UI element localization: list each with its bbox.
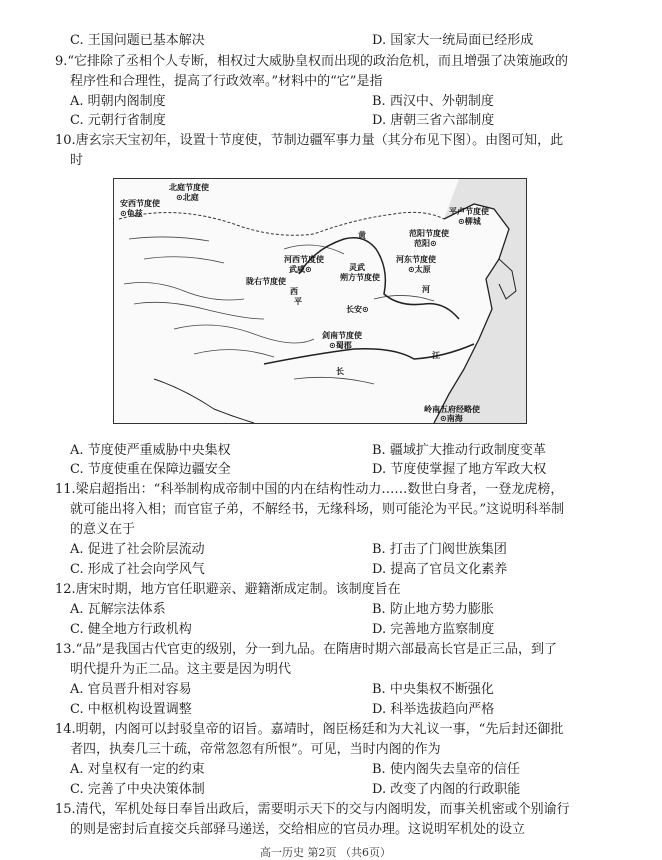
q11-option-b: B. 打击了门阀世族集团 xyxy=(372,542,507,557)
map-label-hexi-city: 武威⊙ xyxy=(289,265,312,274)
q14-option-b: B. 使内阁失去皇帝的信任 xyxy=(372,762,520,777)
map-label-shuofang: 朔方节度使 xyxy=(340,273,380,282)
map-label-xiping-1: 西 xyxy=(290,287,298,296)
map-label-he: 河 xyxy=(422,285,430,294)
q11-option-d: D. 提高了官员文化素养 xyxy=(372,562,508,577)
map-label-huang: 黄 xyxy=(358,231,366,240)
q14-option-d: D. 改变了内阁的行政职能 xyxy=(372,782,521,797)
page-footer: 高一历史 第2页 （共6页） xyxy=(260,846,391,859)
q12-option-a: A. 瓦解宗法体系 xyxy=(70,602,166,617)
q11-stem-line2: 就可能出将入相；而官宦子弟，不解经书，无缘科场，则可能沦为平民。”这说明科举制 xyxy=(70,502,565,517)
q13-stem-line1: 13.“品”是我国古代官吏的级别，分一到九品。在隋唐时期六部最高长官是正三品，到了 xyxy=(55,642,557,657)
map-label-xiping-2: 平 xyxy=(294,297,302,306)
q10-option-d: D. 节度使掌握了地方军政大权 xyxy=(372,462,547,477)
q8-option-d: D. 国家大一统局面已经形成 xyxy=(372,33,534,48)
q9-stem-line2: 程序性和合理性，提高了行政效率。”材料中的“它”是指 xyxy=(70,74,383,89)
map-label-fanyang: 范阳节度使 xyxy=(409,229,449,238)
map-label-longyou: 陇右节度使 xyxy=(246,277,286,286)
map-label-jiannan: 剑南节度使 xyxy=(322,331,362,340)
q9-option-d: D. 唐朝三省六部制度 xyxy=(372,113,495,128)
q11-stem-line3: 的意义在于 xyxy=(70,522,136,537)
map-label-beiting: 北庭节度使 xyxy=(169,183,209,192)
q15-stem-line1: 15.清代，军机处每日奉旨出政后，需要明示天下的交与内阁明发，而事关机密或个别谕行 xyxy=(55,802,570,817)
q14-stem-line1: 14.明朝，内阁可以封驳皇帝的诏旨。嘉靖时，阁臣杨廷和为大礼议一事，“先后封还御批 xyxy=(55,722,564,737)
q13-option-c: C. 中枢机构设置调整 xyxy=(70,702,192,717)
map-label-lingwu: 灵武 xyxy=(349,263,365,272)
map-label-jiang: 江 xyxy=(432,351,440,360)
q15-stem-line2: 的则是密封后直接交兵部驿马递送，交给相应的官员办理。这说明军机处的设立 xyxy=(70,822,526,837)
q11-option-a: A. 促进了社会阶层流动 xyxy=(70,542,205,557)
q11-stem-line1: 11.梁启超指出：“科举制构成帝制中国的内在结构性动力……数世白身者，一登龙虎榜， xyxy=(55,482,564,497)
map-label-changan: 长安⊙ xyxy=(346,305,369,314)
map-label-lingnan-city: ⊙南海 xyxy=(440,414,463,423)
q9-stem-line1: 9.“它排除了丞相个人专断，相权过大威胁皇权而出现的政治危机，而且增强了决策施政的 xyxy=(55,54,569,69)
q13-stem-line2: 明代提升为正二品。这主要是因为明代 xyxy=(70,662,292,677)
map-label-hedong: 河东节度使 xyxy=(396,255,436,264)
q12-option-c: C. 健全地方行政机构 xyxy=(70,622,192,637)
q10-option-a: A. 节度使严重威胁中央集权 xyxy=(70,443,231,458)
map-label-pinglu: 平卢节度使 xyxy=(449,207,489,216)
q12-option-b: B. 防止地方势力膨胀 xyxy=(372,602,494,617)
map-label-beiting-city: ⊙北庭 xyxy=(176,193,199,202)
tang-jiedushi-map xyxy=(113,178,527,424)
map-label-hedong-city: ⊙太原 xyxy=(408,265,431,274)
q12-option-d: D. 完善地方监察制度 xyxy=(372,622,495,637)
q12-stem-line1: 12.唐宋时期，地方官任职避亲、避籍渐成定制。该制度旨在 xyxy=(55,582,401,597)
map-label-jiannan-city: ⊙蜀郡 xyxy=(329,341,352,350)
map-label-fanyang-city: 范阳⊙ xyxy=(414,239,437,248)
map-label-hexi: 河西节度使 xyxy=(284,255,324,264)
q10-stem-line1: 10.唐玄宗天宝初年，设置十节度使，节制边疆军事力量（其分布见下图）。由图可知，此 xyxy=(55,133,564,148)
map-label-anxi-city: ⊙龟兹 xyxy=(120,209,143,218)
map-label-pinglu-city: ⊙柳城 xyxy=(458,217,481,226)
q8-option-c: C. 王国问题已基本解决 xyxy=(70,33,205,48)
q13-option-d: D. 科举选拔趋向严格 xyxy=(372,702,495,717)
q14-option-c: C. 完善了中央决策体制 xyxy=(70,782,205,797)
q14-stem-line2: 者四，执奏几三十疏，帝常忽忽有所恨”。可见，当时内阁的作为 xyxy=(70,742,441,757)
q14-option-a: A. 对皇权有一定的约束 xyxy=(70,762,205,777)
q13-option-a: A. 官员晋升相对容易 xyxy=(70,682,192,697)
q10-option-b: B. 疆域扩大推动行政制度变革 xyxy=(372,443,546,458)
q10-option-c: C. 节度使重在保障边疆安全 xyxy=(70,462,231,477)
q9-option-a: A. 明朝内阁制度 xyxy=(70,94,166,109)
map-label-lingnan: 岭南五府经略使 xyxy=(424,405,480,414)
q10-stem-line2: 时 xyxy=(70,153,84,168)
q11-option-c: C. 形成了社会向学风气 xyxy=(70,562,205,577)
map-label-chang: 长 xyxy=(336,367,344,376)
q9-option-b: B. 西汉中、外朝制度 xyxy=(372,94,494,109)
q13-option-b: B. 中央集权不断强化 xyxy=(372,682,494,697)
map-label-anxi: 安西节度使 xyxy=(120,199,160,208)
q9-option-c: C. 元朝行省制度 xyxy=(70,113,166,128)
